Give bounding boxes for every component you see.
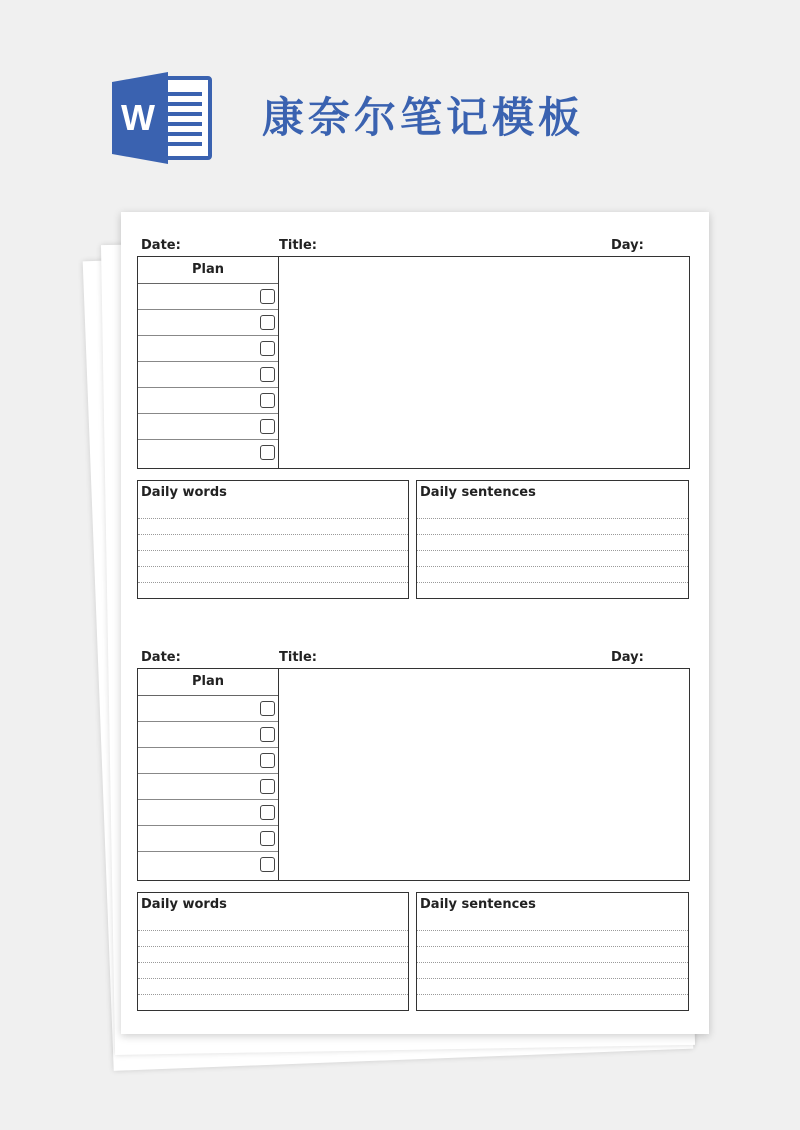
checkbox[interactable] bbox=[260, 341, 275, 356]
day-label: Day: bbox=[611, 238, 644, 253]
plan-row bbox=[138, 284, 278, 310]
ruled-line bbox=[417, 566, 688, 567]
cornell-main-box bbox=[137, 256, 690, 469]
title-label: Title: bbox=[279, 238, 318, 253]
plan-column bbox=[138, 257, 279, 468]
plan-header: Plan bbox=[138, 257, 278, 284]
date-label: Date: bbox=[141, 238, 181, 253]
ruled-line bbox=[417, 550, 688, 551]
checkbox[interactable] bbox=[260, 831, 275, 846]
ruled-line bbox=[417, 994, 688, 995]
note-page bbox=[121, 212, 709, 1034]
checkbox[interactable] bbox=[260, 367, 275, 382]
checkbox[interactable] bbox=[260, 393, 275, 408]
plan-row bbox=[138, 748, 278, 774]
ruled-line bbox=[138, 534, 408, 535]
plan-column bbox=[138, 669, 279, 880]
daily-words-box bbox=[137, 892, 409, 1011]
svg-text:W: W bbox=[121, 97, 155, 138]
plan-row bbox=[138, 310, 278, 336]
plan-row bbox=[138, 440, 278, 465]
plan-row bbox=[138, 800, 278, 826]
plan-row bbox=[138, 722, 278, 748]
cornell-main-box bbox=[137, 668, 690, 881]
plan-row bbox=[138, 826, 278, 852]
checkbox[interactable] bbox=[260, 779, 275, 794]
plan-row bbox=[138, 388, 278, 414]
ruled-line bbox=[417, 534, 688, 535]
ruled-line bbox=[138, 518, 408, 519]
plan-row bbox=[138, 696, 278, 722]
ruled-line bbox=[138, 582, 408, 583]
ruled-line bbox=[138, 550, 408, 551]
date-label: Date: bbox=[141, 650, 181, 665]
checkbox[interactable] bbox=[260, 857, 275, 872]
checkbox[interactable] bbox=[260, 727, 275, 742]
daily-words-label: Daily words bbox=[141, 897, 227, 912]
daily-sentences-label: Daily sentences bbox=[420, 897, 536, 912]
ruled-line bbox=[138, 946, 408, 947]
daily-words-label: Daily words bbox=[141, 485, 227, 500]
plan-row bbox=[138, 774, 278, 800]
ruled-line bbox=[138, 978, 408, 979]
plan-header: Plan bbox=[138, 669, 278, 696]
ruled-line bbox=[417, 978, 688, 979]
ruled-line bbox=[138, 962, 408, 963]
plan-row bbox=[138, 362, 278, 388]
ruled-line bbox=[417, 930, 688, 931]
day-label: Day: bbox=[611, 650, 644, 665]
plan-row bbox=[138, 414, 278, 440]
plan-row bbox=[138, 852, 278, 877]
checkbox[interactable] bbox=[260, 805, 275, 820]
ruled-line bbox=[138, 930, 408, 931]
ruled-line bbox=[417, 582, 688, 583]
note-section-2 bbox=[121, 648, 709, 1048]
ruled-line bbox=[417, 962, 688, 963]
plan-row bbox=[138, 336, 278, 362]
daily-sentences-box bbox=[416, 480, 689, 599]
checkbox[interactable] bbox=[260, 445, 275, 460]
title-label: Title: bbox=[279, 650, 318, 665]
daily-words-box bbox=[137, 480, 409, 599]
ruled-line bbox=[417, 946, 688, 947]
page-title: 康奈尔笔记模板 bbox=[262, 93, 585, 142]
checkbox[interactable] bbox=[260, 289, 275, 304]
ruled-line bbox=[417, 518, 688, 519]
checkbox[interactable] bbox=[260, 419, 275, 434]
note-section-1 bbox=[121, 236, 709, 636]
checkbox[interactable] bbox=[260, 315, 275, 330]
ruled-line bbox=[138, 566, 408, 567]
ruled-line bbox=[138, 994, 408, 995]
checkbox[interactable] bbox=[260, 701, 275, 716]
daily-sentences-box bbox=[416, 892, 689, 1011]
daily-sentences-label: Daily sentences bbox=[420, 485, 536, 500]
word-logo-icon bbox=[110, 72, 214, 164]
checkbox[interactable] bbox=[260, 753, 275, 768]
